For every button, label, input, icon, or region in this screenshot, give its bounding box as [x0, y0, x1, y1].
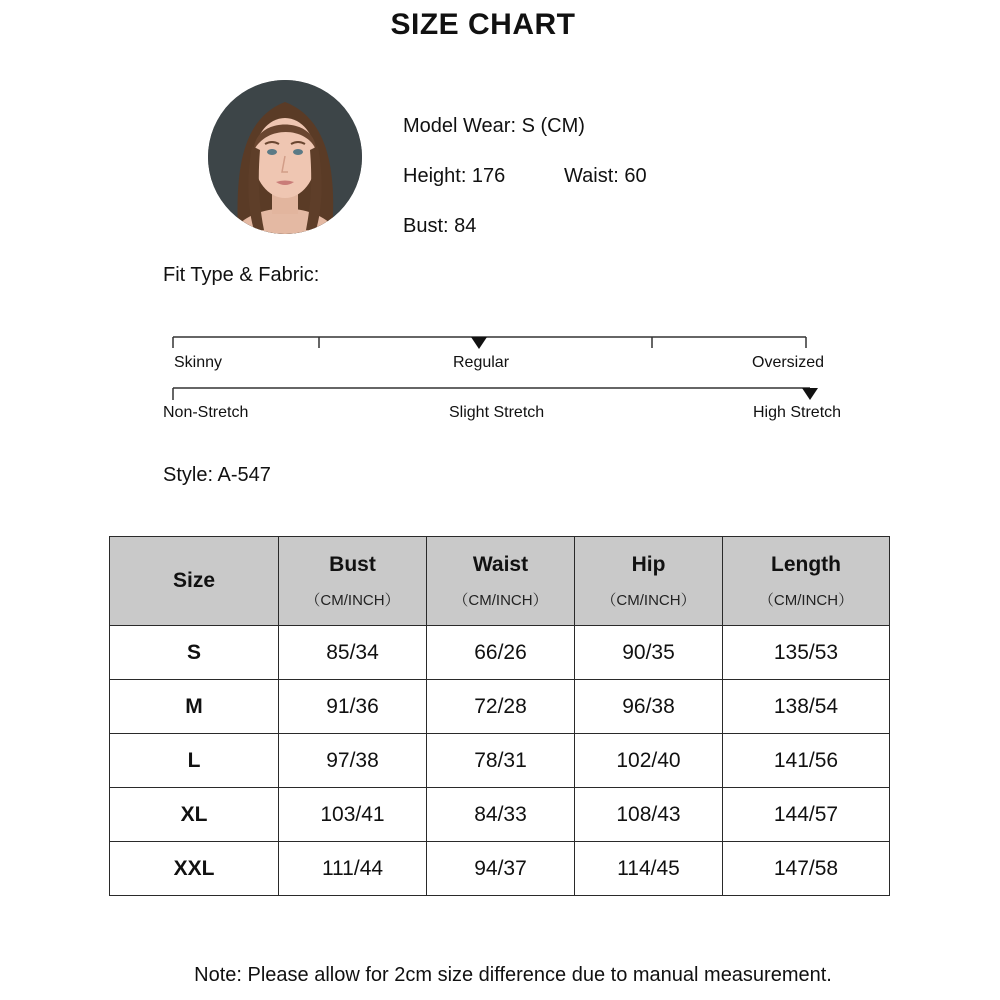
column-header-bust — [279, 537, 427, 626]
table-row — [110, 842, 890, 896]
size-cell: L — [110, 734, 279, 788]
length-cell: 147/58 — [723, 842, 890, 896]
fit-selected-marker — [471, 337, 487, 349]
model-waist-text: Waist: 60 — [564, 165, 647, 187]
hip-cell: 108/43 — [575, 788, 723, 842]
column-header-unit: （CM/INCH） — [758, 591, 854, 609]
waist-cell: 78/31 — [427, 734, 575, 788]
table-row — [110, 626, 890, 680]
hip-cell: 114/45 — [575, 842, 723, 896]
waist-cell: 94/37 — [427, 842, 575, 896]
model-portrait-image — [208, 80, 362, 234]
bust-cell: 85/34 — [279, 626, 427, 680]
length-cell: 135/53 — [723, 626, 890, 680]
column-header-waist — [427, 537, 575, 626]
model-bust-text: Bust: 84 — [403, 215, 477, 237]
waist-cell: 66/26 — [427, 626, 575, 680]
fit-label-oversized: Oversized — [752, 354, 825, 371]
hip-cell: 102/40 — [575, 734, 723, 788]
size-cell: M — [110, 680, 279, 734]
page-title: SIZE CHART — [390, 8, 576, 41]
column-header-unit: （CM/INCH） — [305, 591, 400, 609]
fit-type-heading: Fit Type & Fabric: — [163, 264, 320, 286]
length-cell: 138/54 — [723, 680, 890, 734]
length-cell: 144/57 — [723, 788, 890, 842]
size-cell: S — [110, 626, 279, 680]
measurement-note: Note: Please allow for 2cm size difference due to manual measurement. — [194, 964, 832, 986]
fit-label-regular: Regular — [453, 354, 510, 371]
column-header-label: Hip — [631, 552, 666, 576]
table-row — [110, 680, 890, 734]
column-header-label: Length — [771, 552, 841, 576]
bust-cell: 97/38 — [279, 734, 427, 788]
model-avatar — [208, 80, 362, 234]
stretch-label-high-stretch: High Stretch — [753, 404, 842, 421]
hip-cell: 96/38 — [575, 680, 723, 734]
column-header-unit: （CM/INCH） — [453, 591, 548, 609]
column-header-size — [110, 537, 279, 626]
length-cell: 141/56 — [723, 734, 890, 788]
size-table — [109, 536, 890, 896]
column-header-length — [723, 537, 890, 626]
size-cell: XXL — [110, 842, 279, 896]
column-header-label: Waist — [472, 552, 529, 576]
model-wear-text: Model Wear: S (CM) — [403, 115, 585, 137]
column-header-hip — [575, 537, 723, 626]
column-header-unit: （CM/INCH） — [601, 591, 696, 609]
column-header-label: Bust — [329, 552, 376, 576]
waist-cell: 72/28 — [427, 680, 575, 734]
hip-cell: 90/35 — [575, 626, 723, 680]
waist-cell: 84/33 — [427, 788, 575, 842]
stretch-label-non-stretch: Non-Stretch — [163, 404, 249, 421]
stretch-selected-marker — [802, 388, 818, 400]
table-header-row — [110, 537, 890, 626]
bust-cell: 91/36 — [279, 680, 427, 734]
model-height-text: Height: 176 — [403, 165, 506, 187]
table-row — [110, 734, 890, 788]
column-header-label: Size — [172, 569, 216, 592]
fit-label-skinny: Skinny — [174, 354, 223, 371]
stretch-label-slight-stretch: Slight Stretch — [449, 404, 545, 421]
bust-cell: 103/41 — [279, 788, 427, 842]
bust-cell: 111/44 — [279, 842, 427, 896]
style-code: Style: A-547 — [163, 464, 271, 486]
size-cell: XL — [110, 788, 279, 842]
table-row — [110, 788, 890, 842]
